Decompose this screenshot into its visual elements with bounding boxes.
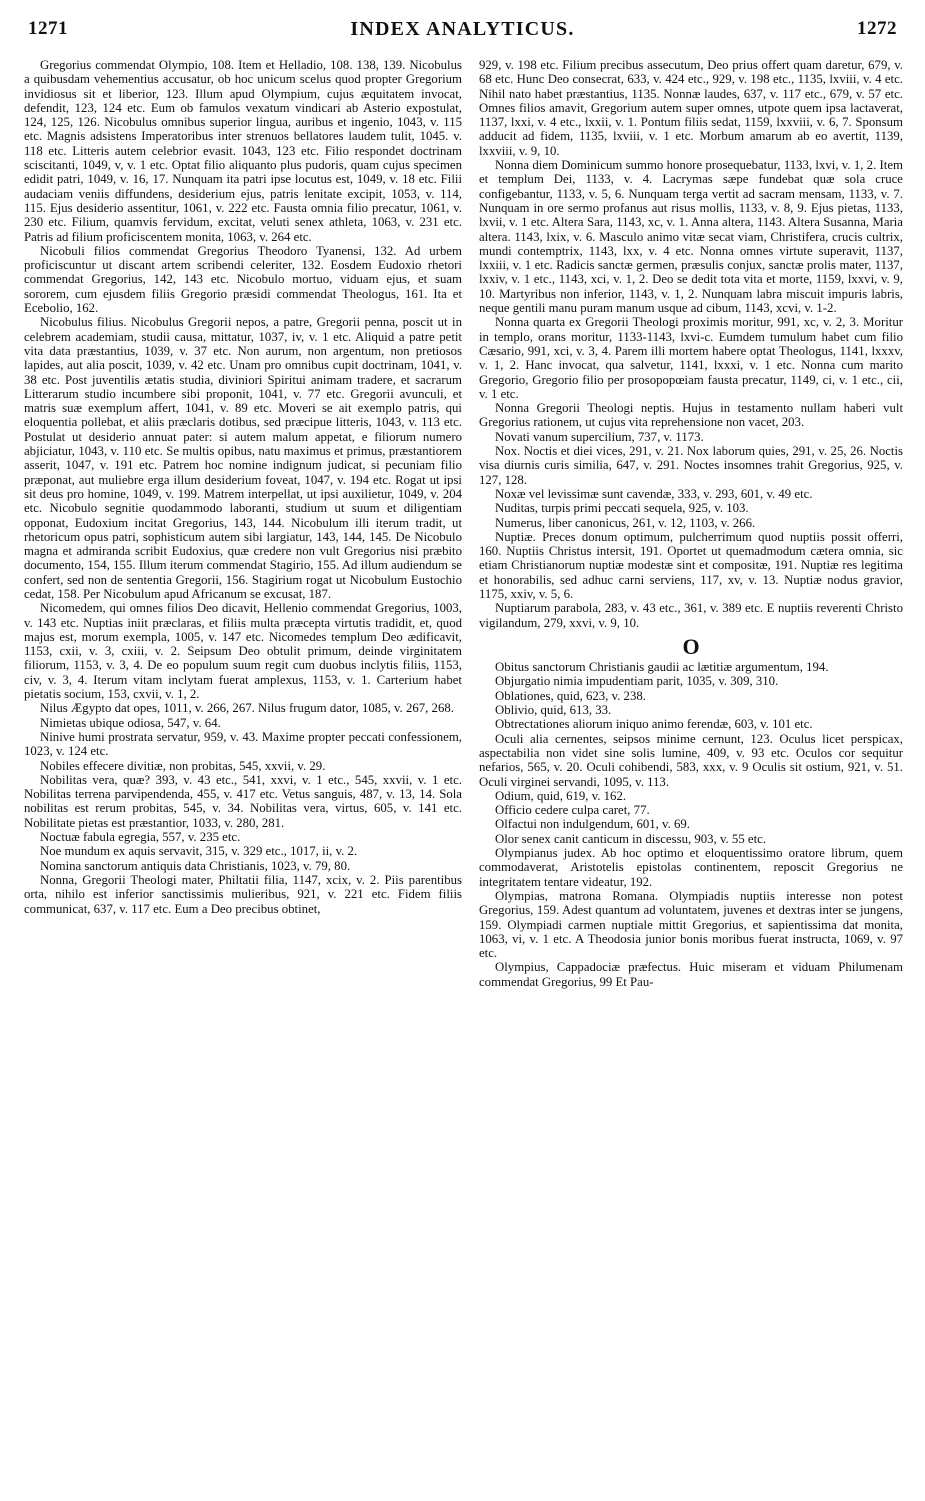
index-entry: Olympianus judex. Ab hoc optimo et eloquentissimo oratore librum, quem commodaverat, Aristotelis epistolas continentem, reposcit Gregorius ne integritatem tentare videatur, 192. [479,846,903,889]
index-entry: Nobilitas vera, quæ? 393, v. 43 etc., 541, xxvi, v. 1 etc., 545, xxvii, v. 1 etc. Nobilitas terrena parvipendenda, 455, v. 417 etc. Vetus sanguis, 487, v. 13, 14. Sola nobilitas est rerum probitas, 545, v. 34. Nobilitas vera, virtus, 605, v. 141 etc. Nobilitate pietas est præstantior, 1033, v. 280, 281. [24,772,462,830]
index-entry: Nonna, Gregorii Theologi mater, Philtatii filia, 1147, xcix, v. 2. Piis parentibus orta, nihilo est inferior sanctissimis mulieribus, 921, v. 221 etc. Fidem filiis communicat, 637, v. 117 etc. Eum a Deo precibus obtinet, [24,872,462,916]
right-page-number: 1272 [857,18,897,39]
index-entry: Nicomedem, qui omnes filios Deo dicavit, Hellenio commendat Gregorius, 1003, v. 143 etc. Nuptias iniit præclaras, et filiis multa præcepta virtutis tradidit, et, quod majus est, morum exempla, 1005, v. 147 etc. Nicomedes templum Deo ædificavit, 1153, cxii, v. 3, cxiii, v. 2. Seipsum Deo obtulit primum, deinde virginitatem filiorum, 1153, v. 3, 4. De eo populum suum regit cum duobus inclytis filiis, 1153, civ, v. 3, 4. Iterum vitam inclytam fuerat amplexus, 1153, v. 1. Carterium habet pietatis socium, 153, cxvii, v. 1, 2. [24,601,462,702]
index-entry: Ninive humi prostrata servatur, 959, v. 43. Maxime propter peccati confessionem, 1023, v. 124 etc. [24,729,462,759]
index-entry: Nonna diem Dominicum summo honore prosequebatur, 1133, lxvi, v. 1, 2. Item et templum Dei, 1133, v. 4. Lacrymas sæpe fundebat quæ sola cruce configebantur, 1133, v. 5, 6. Nunquam terga vertit ad sacram mensam, 1133, v. 7. Nunquam in ore sermo profanus aut risus mollis, 1133, v. 8, 9. Ejus pietas, 1133, lxvii, v. 1 etc. Altera Sara, 1143, xc, v. 1. Anna altera, 1143. Altera Susanna, Maria altera. 1143, lxix, v. 6. Masculo animo vitæ secat viam, Christifera, crucis cultrix, mundi contemptrix, 1143, lxx, v. 4 etc. Nonna omnes virtute superavit, 1137, lxxiii, v. 1 etc. Radicis sanctæ germen, præsulis conjux, sanctæ prolis mater, 1137, lxxiv, v. 1 etc., 1143, xci, v. 1, 2. Deo se dedit tota vita et morte, 1159, lxxvi, v. 9, 10. Martyribus non inferior, 1143, v. 1, 2. Nunquam labra miscuit impuris labris, neque gentili manu puram manum usque ad cibum, 1143, xcvi, v. 1-2. [479,158,903,316]
index-entry: Noctuæ fabula egregia, 557, v. 235 etc. [40,830,241,845]
index-entry: Nuditas, turpis primi peccati sequela, 925, v. 103. [495,501,749,516]
index-entry: Oblationes, quid, 623, v. 238. [495,688,646,703]
index-entry: Nomina sanctorum antiquis data Christianis, 1023, v. 79, 80. [40,858,351,873]
right-column [479,58,903,989]
index-entry: Officio cedere culpa caret, 77. [495,803,650,818]
index-entry: Nimietas ubique odiosa, 547, v. 64. [40,715,221,730]
index-entry: Olor senex canit canticum in discessu, 903, v. 55 etc. [495,831,767,846]
section-letter: O [682,633,700,659]
index-entry: Nuptiæ. Preces donum optimum, pulcherrimum quod nuptiis possit offerri, 160. Nuptiis Christus intersit, 191. Oportet ut quemadmodum cætera omnia, sic etiam Christianorum nuptiæ modestæ sint et compositæ, 191. Nuptiæ res legitima et honorabilis, sed adhuc carni serviens, 117, xv, v. 13. Nuptiæ nodus gravior, 1175, xxiv, v. 5, 6. [479,529,903,601]
left-column [24,58,462,916]
index-entry: Gregorius commendat Olympio, 108. Item et Helladio, 108. 138, 139. Nicobulus a quibusdam vehementius accusatur, ob hoc unicum scelus quod propter Gregorium invidiosus sit et liberior, 123. Illum apud Olympium, cujus æquitatem invocat, defendit, 123, 124 etc. Eum ob famulos vexatum vindicari ab Asterio expostulat, 124, 125, 126. Nicobulus omnibus superior lingua, auribus et ingenio, 1043, v. 115 etc. Magnis adsistens Imperatoribus inter strenuos bellatores laudem tulit, 1045. v. 118 etc. Litteris autem celebrior evasit. 1043, 123 etc. Filio respondet doctrinam sciscitanti, 1049, v, v. 1 etc. Optat filio aliquanto plus pudoris, quam cujus specimen edidit patri, 1049, v. 16, 17. Nunquam ita patri ipse locutus est, 1049, v. 18 etc. Filii audaciam veniis diffundens, desiderium ejus, patris lenitate excipit, 1053, v. 114, 115. Ejus desiderio assentitur, 1061, v. 222 etc. Fausta omnia filio precatur, 1061, v. 230 etc. Filium, quamvis fervidum, excitat, veluti senex athleta, 1063, v. 231 etc. Patris ad filium proficiscentem monita, 1063, v. 264 etc. [24,58,462,244]
left-page-number: 1271 [28,18,68,39]
index-entry: Nuptiarum parabola, 283, v. 43 etc., 361, v. 389 etc. E nuptiis reverenti Christo vigilandum, 279, xxvi, v. 9, 10. [479,601,903,630]
index-entry: 929, v. 198 etc. Filium precibus assecutum, Deo prius offert quam daretur, 679, v. 68 etc. Hunc Deo consecrat, 633, v. 424 etc., 929, v. 198 etc., 1135, lxviii, v. 4 etc. Nihil nato habet præstantius, 1135. Nonnæ laudes, 637, v. 117 etc., 679, v. 57 etc. Omnes filios amavit, Gregorium autem super omnes, utpote quem ipsa lactaverat, 1137, lxxi, v. 4 etc., lxxii, v. 1. Pontum filiis sedat, 1159, lxxviii, v. 6, 7. Sponsum adducit ad fidem, 1135, lxviii, v. 1 etc. Morbum amarum ab eo avertit, 1139, lxxviii, v. 9, 10. [479,58,903,158]
index-entry: Nonna quarta ex Gregorii Theologi proximis moritur, 991, xc, v. 2, 3. Moritur in templo, orans moritur, 1133-1143, lxvi-c. Eumdem tumulum habet cum filio Cæsario, 991, xci, v. 3, 4. Parem illi mortem habere optat Theologus, 1141, lxxxv, v. 1, 2. Hanc invocat, qua salvetur, 1141, lxxxi, v. 1 etc. Nonna cum marito Gregorio, Gregorio filio per prosopopœiam fausta precatur, 1149, ci, v. 1 etc., cii, v. 1 etc. [479,315,903,401]
index-entry: Novati vanum supercilium, 737, v. 1173. [495,429,704,444]
index-entry: Noe mundum ex aquis servavit, 315, v. 329 etc., 1017, ii, v. 2. [40,844,358,859]
index-entry: Nicobuli filios commendat Gregorius Theodoro Tyanensi, 132. Ad urbem proficiscuntur ut discant artem scribendi celeriter, 132. Eosdem Eudoxio rhetori commendat Gregorius, 142, 143 etc. Nicobulo mortuo, viduam ejus, et suam sororem, cum ejusdem filiis Gregorio præsidi commendat Theologus, 161. Ita et Ecebolio, 162. [24,243,462,316]
index-entry: Odium, quid, 619, v. 162. [495,788,627,803]
index-entry: Objurgatio nimia impudentiam parit, 1035, v. 309, 310. [495,674,779,689]
index-entry: Noxæ vel levissimæ sunt cavendæ, 333, v. 293, 601, v. 49 etc. [495,486,813,501]
index-entry: Obitus sanctorum Christianis gaudii ac lætitiæ argumentum, 194. [495,660,829,675]
index-entry: Oculi alia cernentes, seipsos minime cernunt, 123. Oculus licet perspicax, aspectabilia non videt sine solis lumine, 409, v. 93 etc. Oculos cor sequitur nefarios, 565, v. 20. Oculi cohibendi, 583, xxx, v. 9 Oculis sit ostium, 921, v. 51. Oculi virginei servandi, 1095, v. 113. [479,731,903,789]
index-entry: Olympias, matrona Romana. Olympiadis nuptiis interesse non potest Gregorius, 159. Adest quantum ad voluntatem, juvenes et dextras inter se jungens, 159. Olympiadi carmen nuptiale mittit Gregorius, et sapientissima dat monita, 1063, vi, v. 1 etc. A Theodosia junior bonis moribus fuerat instructa, 1069, v. 97 etc. [479,888,903,961]
index-entry: Numerus, liber canonicus, 261, v. 12, 1103, v. 266. [495,515,756,530]
index-entry: Oblivio, quid, 613, 33. [495,703,612,718]
index-entry: Nicobulus filius. Nicobulus Gregorii nepos, a patre, Gregorii penna, poscit ut in celebrem academiam, studii causa, mittatur, 1037, iv, v. 1 etc. Aliquid a patre petit vita data præstantius, 1039, v. 37 etc. Non aurum, non argentum, non pretiosos lapides, aut alia poscit, 1039, v. 42 etc. Unam pro omnibus cupit doctrinam, 1041, v. 38 etc. Post juventilis ætatis studia, diviniori Spiritui animam tradere, et sacrarum Litterarum studio incumbere sibi proponit, 1041, v. 77 etc. Gregorii avunculi, et matris suæ exemplum affert, 1041, v. 89 etc. Moveri se ait exemplo patris, qui eloquentia pollebat, et aliis præclaris dotibus, sed præcipue litteris, 1043, v. 113 etc. Postulat ut desiderio annuat pater: si autem malum appetat, e filiorum numero abjiciatur, 1043, v. 110 etc. Se multis opibus, natu maximus et primus, præstantiorem asserit, 1047, v. 191 etc. Patrem hoc nomine indignum judicat, si pecuniam filio præponat, aut muliebre erga illum desiderium foveat, 1047, v. 194 etc. Rogat ut ipsi sit deus pro homine, 1049, v. 199. Matrem interpellat, ut ipsi auxilietur, 1049, v. 204 etc. Nicobulo segnitie quodammodo laboranti, studium ut suum et diligentiam opponat, Eudoxium incitat Gregorius, 143, 144. Nicobulum illi iterum tradit, ut rhetoricum opus patri, sophisticum autem sibi largiatur, 143, 144, 145. De Nicobulo magna et admiranda scribit Eudoxius, quæ credere non vult Gregorius nisi præbito documento, 154, 155. Illum iterum commendat Stagirio, 155. Ad illum audiendum se confert, sed non de sententia Gregorii, 156. Stagirium rogat ut Nicobulum Eustochio cedat, 158. Per Nicobulum apud Africanum se excusat, 187. [24,315,462,601]
index-entry: Nobiles effecere divitiæ, non probitas, 545, xxvii, v. 29. [40,758,326,773]
index-entry: Nonna Gregorii Theologi neptis. Hujus in testamento nullam haberi vult Gregorius rationem, ut cujus vita reprehensione non vacet, 203. [479,401,903,430]
running-title: INDEX ANALYTICUS. [350,18,575,40]
index-entry: Nox. Noctis et diei vices, 291, v. 21. Nox laborum quies, 291, v. 25, 26. Noctis visa diurnis curis similia, 647, v. 291. Noctes insomnes trahit Gregorius, 925, v. 127, 128. [479,444,903,487]
index-entry: Olympius, Cappadociæ præfectus. Huic miseram et viduam Philumenam commendat Gregorius, 99 Et Pau- [479,960,903,989]
index-entry: Olfactui non indulgendum, 601, v. 69. [495,817,691,832]
page-header [22,18,903,44]
index-entry: Obtrectationes aliorum iniquo animo ferendæ, 603, v. 101 etc. [495,717,813,732]
index-entry: Nilus Ægypto dat opes, 1011, v. 266, 267. Nilus frugum dator, 1085, v. 267, 268. [40,701,454,716]
